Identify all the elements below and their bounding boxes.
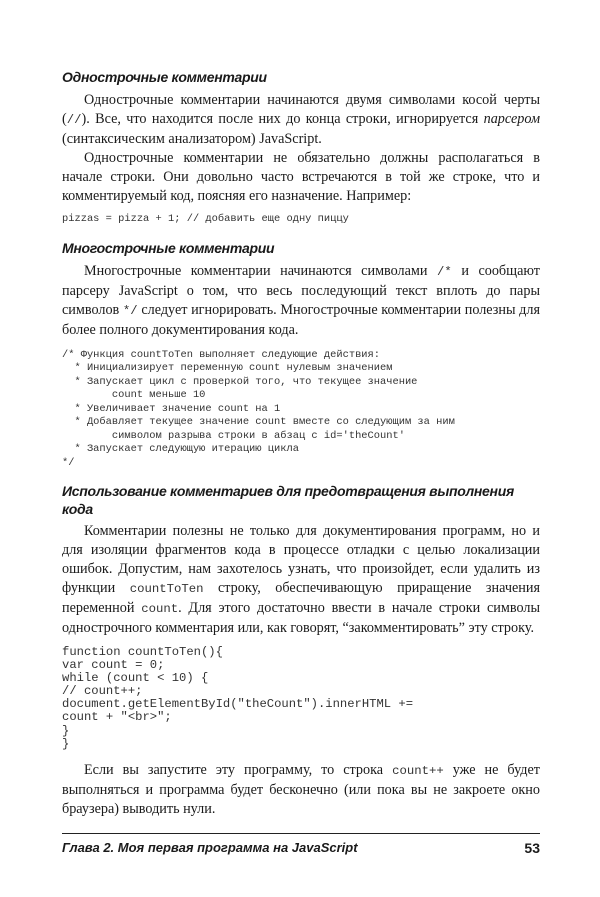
section-heading: Однострочные комментарии (62, 69, 267, 85)
text-run: (синтаксическим анализатором) JavaScript. (62, 131, 322, 147)
paragraph (62, 91, 540, 149)
page-number: 53 (524, 839, 540, 856)
emphasis: парсером (483, 111, 540, 127)
text-run: Многострочные комментарии начинаются символами (84, 262, 438, 279)
inline-code: count (141, 602, 179, 616)
paragraph (62, 522, 540, 638)
paragraph (62, 761, 540, 819)
text-run: и сообщают парсеру JavaScript о том, что весь последующий текст вплоть до пары символов (62, 262, 540, 318)
code-example: pizzas = pizza + 1; // добавить еще одну пиццу (62, 213, 349, 225)
section-comment-out-code (62, 482, 540, 819)
code-example: /* Функция countToTen выполняет следующие действия: * Инициализирует переменную count нулевым значением * Запускает цикл с проверкой того, что текущее значение count меньше 10 * Увеличивает значение count на 1 * Добавляет текущее значение count вместе со следующим за ним символом разрыва строки в абзац с id='theCount' * Запускает следующую итерацию цикла */ (62, 348, 455, 469)
paragraph (62, 262, 540, 340)
inline-code: // (66, 113, 82, 127)
text-run: Однострочные комментарии начинаются двумя символами косой черты ( (62, 92, 540, 127)
inline-code: /* (437, 264, 452, 279)
text-run: Комментарии полезны не только для документирования программ, но и для изоляции фрагментов кода в процессе отладки с целью локализации ошибок. Допустим, нам захотелось узнать, что произойдет, если удалить из функции (62, 523, 540, 596)
text-run: строку, обеспечивающую приращение значения переменной (62, 580, 540, 616)
text-run: Если вы запустите эту программу, то строка (84, 761, 393, 778)
section-multi-line-comments (62, 239, 540, 471)
page-footer (62, 839, 540, 857)
code-example: function countToTen(){ var count = 0; while (count < 10) { // count++; document.getElementById("theCount").innerHTML += count + "<br>"; } } (62, 645, 414, 751)
text-run: . Для этого достаточно ввести в начале строки символы однострочного комментария или, как говорят, “закомментировать” эту строку. (62, 600, 540, 636)
section-heading: Использование комментариев для предотвращения выполнения кода (62, 483, 514, 517)
section-single-line-comments (62, 68, 540, 227)
text-run: следует игнорировать. Многострочные комментарии полезны для более полного документирования кода. (62, 301, 540, 338)
text-run: Однострочные комментарии не обязательно должны располагаться в начале строки. Они довольно часто встречаются в той же строке, что и комментируемый код, поясняя его назначение. Например: (62, 150, 540, 204)
paragraph (62, 149, 540, 206)
spacer (62, 819, 540, 833)
inline-code: count++ (392, 763, 444, 778)
footer-rule (62, 833, 540, 834)
inline-code: */ (122, 303, 138, 318)
section-heading: Многострочные комментарии (62, 239, 275, 256)
text-run: ). Все, что находится после них до конца строки, игнорируется (81, 111, 484, 127)
text-run: уже не будет выполняться и программа будет бесконечно (или пока вы не закроете окно браузера) выводить нули. (62, 761, 540, 817)
chapter-title: Глава 2. Моя первая программа на JavaScript (62, 839, 358, 855)
inline-code: countToTen (129, 582, 204, 596)
